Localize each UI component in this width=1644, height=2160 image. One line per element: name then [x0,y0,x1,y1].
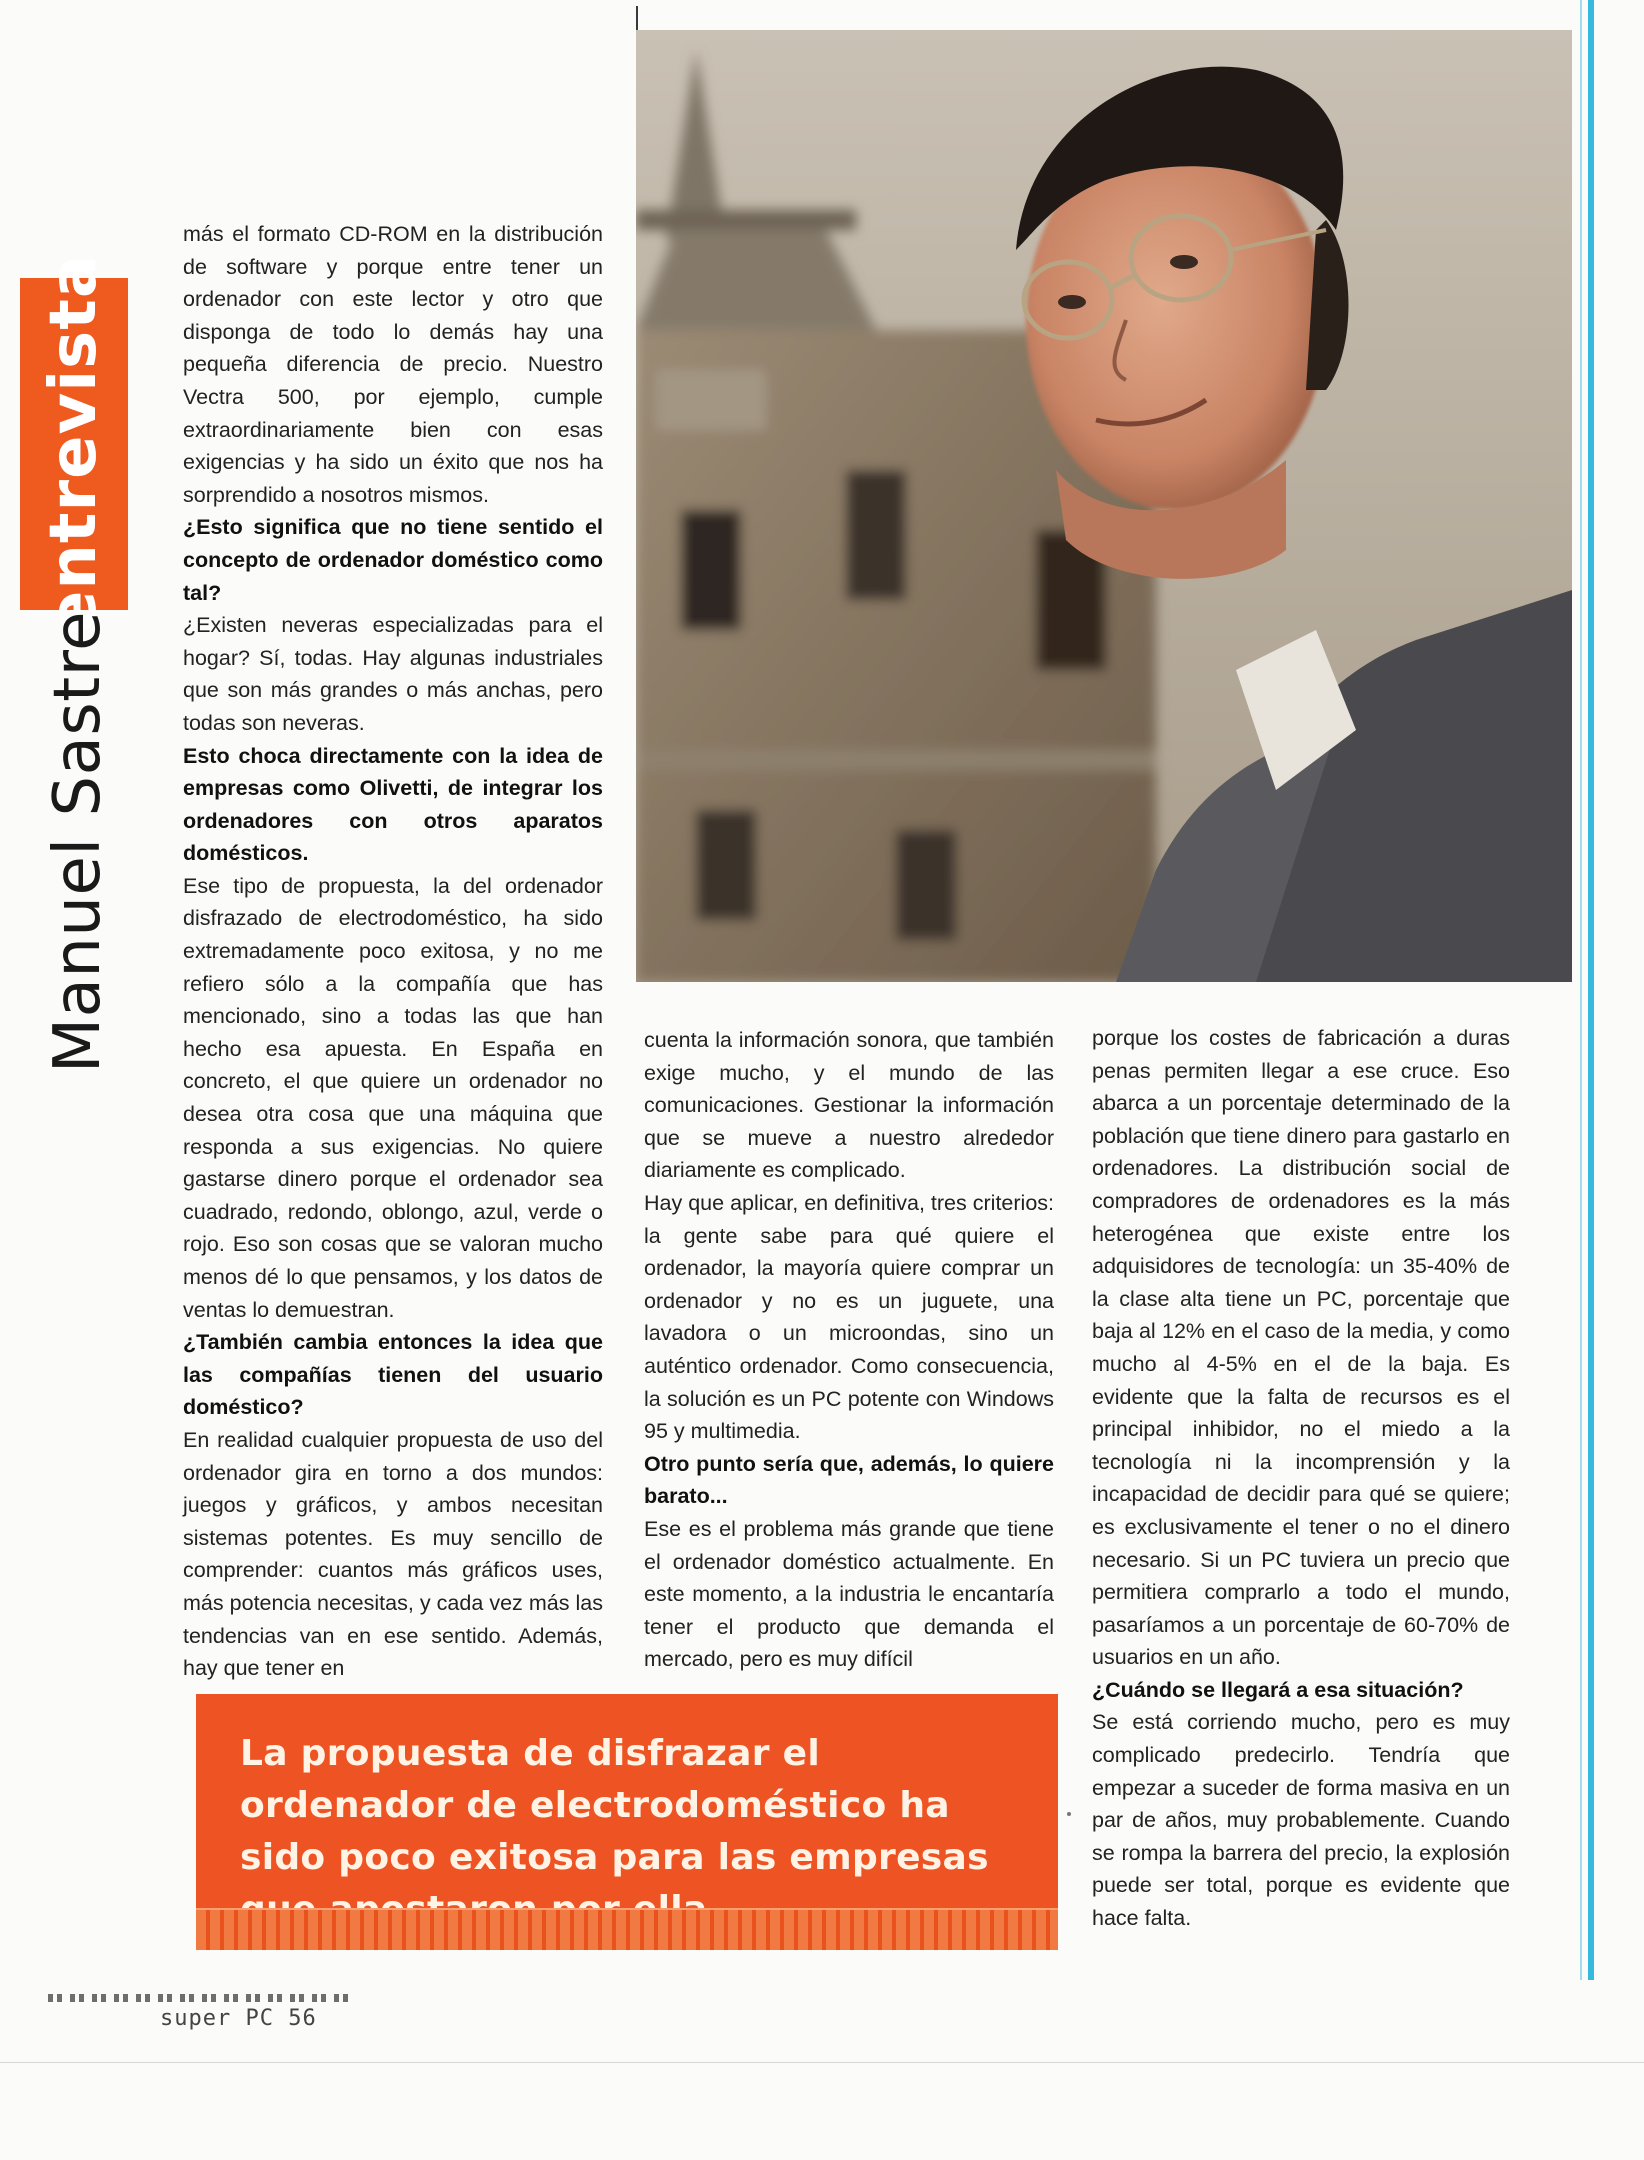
answer-paragraph: ¿Existen neveras especializadas para el hogar? Sí, todas. Hay algunas industriales que son más grandes o más anchas, pero todas son neveras. [183,613,603,735]
interviewee-photo [636,30,1572,982]
section-tag [20,253,128,635]
answer-paragraph: En realidad cualquier propuesta de uso del ordenador gira en torno a dos mundos: juegos y gráficos, y ambos necesitan sistemas potentes. Es muy sencillo de comprender: cuantos más gráficos uses, más potencia necesitas, y cada vez más las tendencias van en ese sentido. Además, hay que tener en [183,1427,603,1681]
bottom-rule [0,2062,1644,2063]
pull-quote-box [196,1694,1058,1950]
question-paragraph: ¿También cambia entonces la idea que las compañías tienen del usuario doméstico? [183,1330,603,1420]
pull-quote-pattern-band [196,1908,1058,1950]
pull-quote-text: La propuesta de disfrazar el ordenador de electrodoméstico ha sido poco exitosa para las empresas [240,1733,989,1878]
interviewee-name: Manuel Sastre [41,610,115,1074]
section-tag-label: entrevista [37,253,111,635]
portrait-illustration [636,30,1572,982]
folio-dot-rule [48,1994,348,2002]
stray-dot [1067,1812,1071,1816]
page-edge-stripe [1588,0,1594,1980]
answer-paragraph: cuenta la información sonora, que también exige mucho, y el mundo de las comunicaciones. Gestionar la información que se mueve a nuestro alrededor diariamente es complicado. [644,1028,1054,1183]
text-column-3 [1092,1022,1510,1935]
answer-paragraph: Hay que aplicar, en definitiva, tres criterios: la gente sabe para qué quiere el ordenador, la mayoría quiere comprar un ordenador y no es un juguete, una lavadora o un microondas, sino un auténtico ordenador. Como consecuencia, la solución es un PC potente con Windows 95 y multimedia. [644,1190,1054,1444]
answer-paragraph: Ese es el problema más grande que tiene el ordenador doméstico actualmente. En este momento, a la industria le encantaría tener el producto que demanda el mercado, pero es muy difícil [644,1516,1054,1672]
text-column-1 [183,218,603,1685]
answer-paragraph: Se está corriendo mucho, pero es muy complicado predecirlo. Tendría que empezar a suceder de forma masiva en un par de años, muy probablemente. Cuando se rompa la barrera del precio, la explosión puede ser total, porque es evidente que hace falta. [1092,1710,1510,1931]
question-paragraph: ¿Cuándo se llegará a esa situación? [1092,1677,1464,1702]
question-paragraph: Esto choca directamente con la idea de empresas como Olivetti, de integrar los ordenadores con otros aparatos domésticos. [183,743,603,866]
answer-paragraph: Ese tipo de propuesta, la del ordenador disfrazado de electrodoméstico, ha sido extremadamente poco exitosa, y no me refiero sólo a la compañía que has mencionado, sino a todas las que han hecho esa apuesta. En España en concreto, el que quiere un ordenador no desea otra cosa que una máquina que responda a sus exigencias. No quiere gastarse dinero porque el ordenador sea cuadrado, redondo, oblongo, azul, verde o rojo. Eso son cosas que se valoran mucho menos dé lo que pensamos, y los datos de ventas lo demuestran. [183,873,603,1322]
answer-paragraph: porque los costes de fabricación a duras penas permiten llegar a ese cruce. Eso abarca a un porcentaje determinado de la población que tiene dinero para gastarlo en ordenadores. La distribución social de compradores de ordenadores es la más heterogénea que existe entre los adquisidores de tecnología: un 35-40% de la clase alta tiene un PC, porcentaje que baja al 12% en el caso de la media, y como mucho al 4-5% en el de la baja. Es evidente que la falta de recursos es el principal inhibidor, no el miedo a la tecnología ni la incomprensión y la incapacidad de decidir para qué se quiere; es exclusivamente el tener o no el dinero necesario. Si un PC tuviera un precio que permitiera comprarlo a todo el mundo, pasaríamos a un porcentaje de 60-70% de usuarios en un año. [1092,1026,1510,1670]
page-folio: super PC 56 [160,2006,317,2031]
question-paragraph: ¿Esto significa que no tiene sentido el concepto de ordenador doméstico como tal? [183,515,603,605]
text-column-2 [644,1024,1054,1676]
answer-paragraph: más el formato CD-ROM en la distribución de software y porque entre tener un ordenador con este lector y otro que disponga de todo lo demás hay una pequeña diferencia de precio. Nuestro Vectra 500, por ejemplo, cumple extraordinariamente bien con esas exigencias y ha sido un éxito que nos ha sorprendido a nosotros mismos. [183,222,603,507]
question-paragraph: Otro punto sería que, además, lo quiere barato... [644,1451,1054,1509]
